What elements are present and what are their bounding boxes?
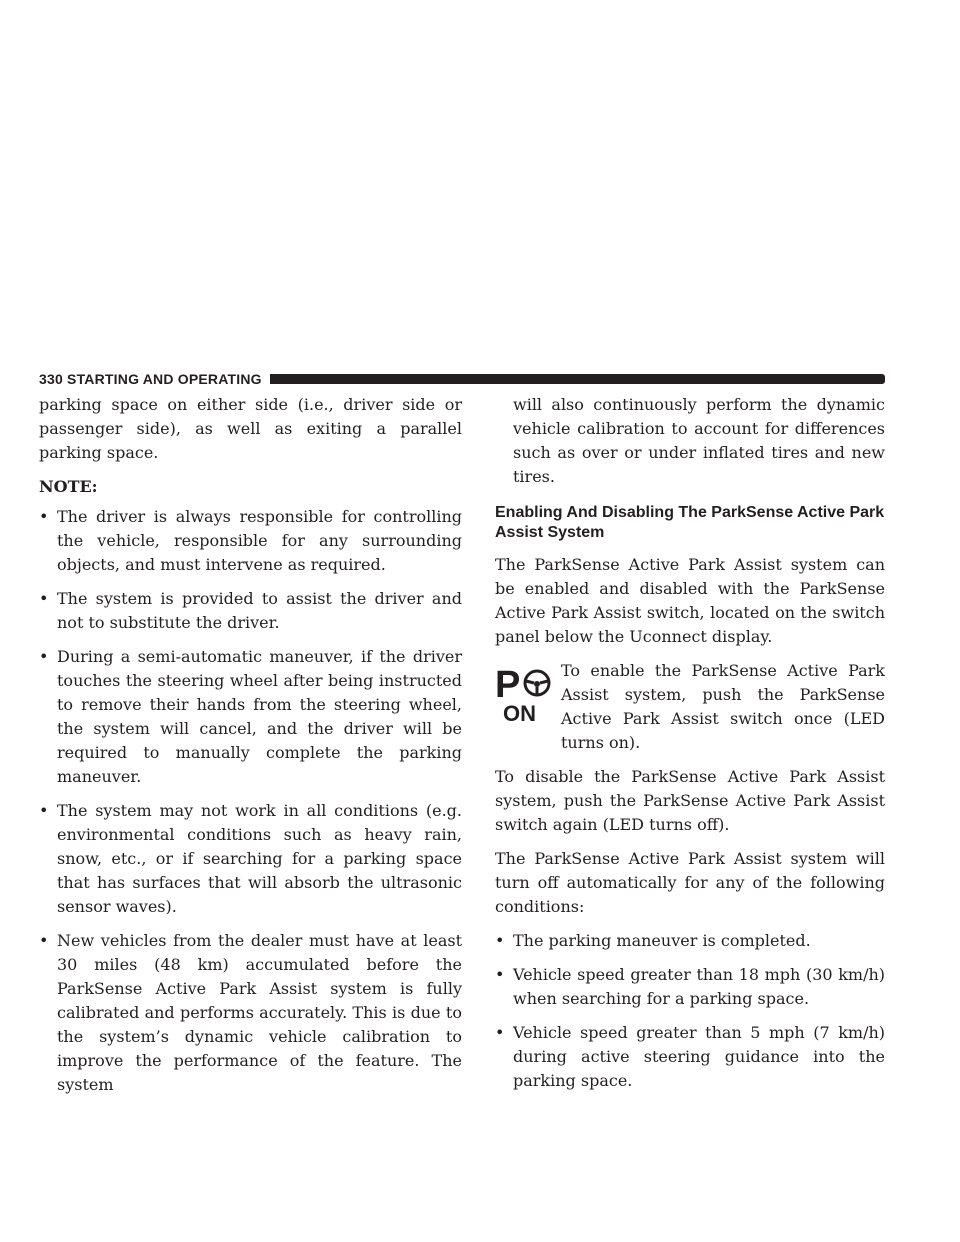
list-item: • Vehicle speed greater than 5 mph (7 km/h) during active steering guidance into the parking space. [495,1023,885,1090]
bullet-icon: • [495,1023,505,1042]
enable-instruction: To enable the ParkSense Active Park Assist system, push the ParkSense Active Park Assist switch once (LED turns on). [561,661,885,752]
list-item: • During a semi-automatic maneuver, if the driver touches the steering wheel after being instructed to remove their hands from the steering wheel, the system will cancel, and the driver will be required to manually complete the parking maneuver. [39,647,462,786]
intro-paragraph: parking space on either side (i.e., driver side or passenger side), as well as exiting a parallel parking space. [39,395,462,462]
icon-paragraph [495,659,885,755]
bullet-icon: • [39,801,49,820]
bullet-icon: • [495,931,505,950]
list-item: • New vehicles from the dealer must have at least 30 miles (48 km) accumulated before the ParkSense Active Park Assist system is fully calibrated and performs accurately. This is due to the system’s dynamic vehicle calibration to improve the performance of the feature. The system [39,931,462,1094]
list-item: • The system is provided to assist the driver and not to substitute the driver. [39,589,462,632]
section-heading: Enabling And Disabling The ParkSense Active Park Assist System [495,504,885,541]
disable-instruction: To disable the ParkSense Active Park Assist system, push the ParkSense Active Park Assist switch again (LED turns off). [495,767,885,834]
list-item: • Vehicle speed greater than 18 mph (30 km/h) when searching for a parking space. [495,965,885,1008]
list-item: • The driver is always responsible for controlling the vehicle, responsible for any surrounding objects, and must intervene as required. [39,507,462,574]
page-number-section-title: 330 STARTING AND OPERATING [39,371,262,387]
bullet-icon: • [39,589,49,608]
auto-off-list [495,929,885,1093]
bullet-icon: • [495,965,505,984]
bullet-icon: • [39,931,49,950]
bullet-icon: • [39,507,49,526]
enable-disable-paragraph: The ParkSense Active Park Assist system can be enabled and disabled with the ParkSense Active Park Assist switch, located on the switch panel below the Uconnect display. [495,555,885,646]
icon-letter: P [495,664,521,706]
bullet-icon: • [39,647,49,666]
list-item: • The parking maneuver is completed. [495,929,885,953]
header-rule [270,374,885,384]
parksense-switch-icon [495,663,553,723]
right-column [495,393,885,1103]
note-heading: NOTE: [39,477,98,496]
auto-off-paragraph: The ParkSense Active Park Assist system will turn off automatically for any of the following conditions: [495,849,885,916]
note-list [39,505,462,1097]
page-header [39,368,885,390]
icon-on-label: ON [503,701,536,723]
list-item: • The system may not work in all conditions (e.g. environmental conditions such as heavy rain, snow, etc., or if searching for a parking space that has surfaces that will absorb the ultrasonic sensor waves). [39,801,462,916]
continued-bullet-text: will also continuously perform the dynamic vehicle calibration to account for differences such as over or under inflated tires and new tires. [513,395,885,486]
left-column [39,393,462,1107]
